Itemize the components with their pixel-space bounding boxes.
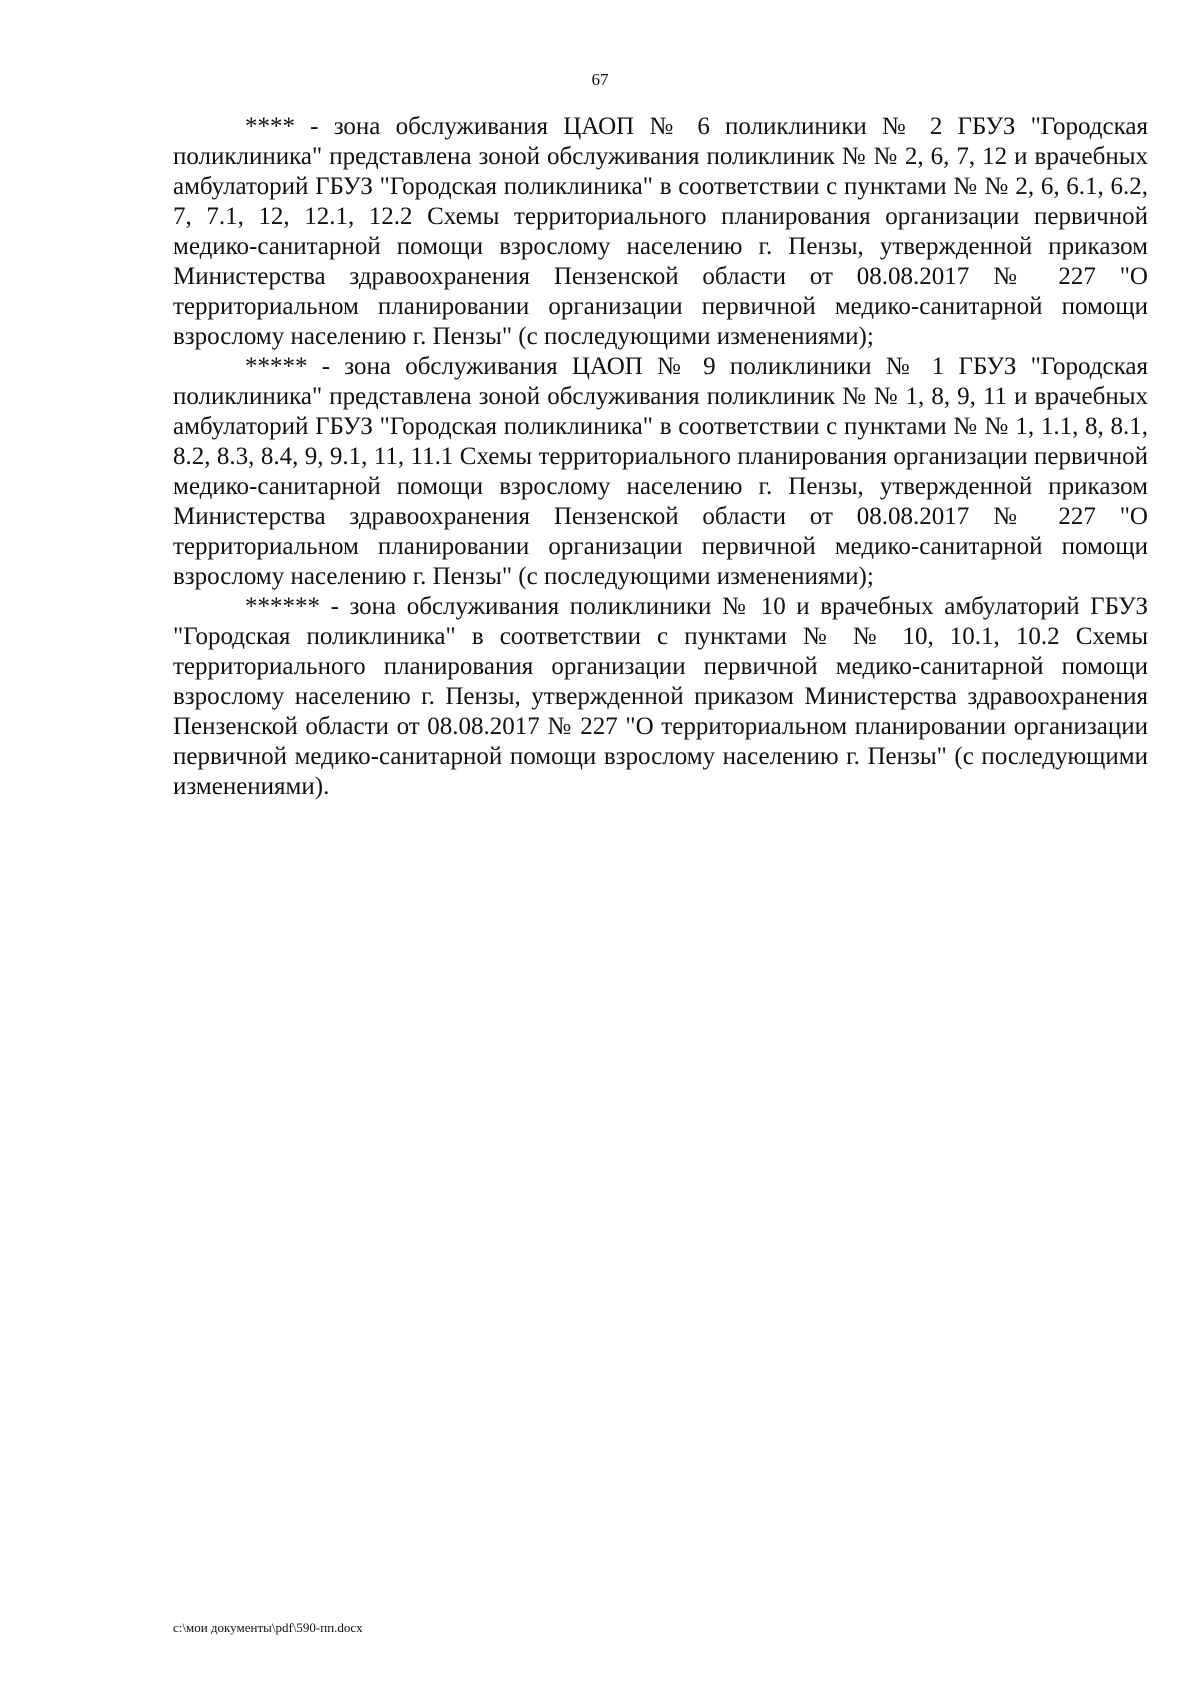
footnote-paragraph: ***** - зона обслуживания ЦАОП № 9 поликлиники № 1 ГБУЗ "Городская поликлиника" представлена зоной обслуживания поликлиник № № 1, 8, 9, 11 и врачебных амбулаторий ГБУЗ "Городская поликлиника" в соответствии с пунктами № № 1, 1.1, 8, 8.1, 8.2, 8.3, 8.4, 9, 9.1, 11, 11.1 Схемы территориального планирования организации первичной медико-санитарной помощи взрослому населению г. Пензы, утвержденной приказом Министерства здравоохранения Пензенской области от 08.08.2017 № 227 "О территориальном планировании организации первичной медико-санитарной помощи взрослому населению г. Пензы" (с последующими изменениями); <box>173 353 1148 590</box>
page-number: 67 <box>591 70 609 89</box>
footnote-paragraph: **** - зона обслуживания ЦАОП № 6 поликлиники № 2 ГБУЗ "Городская поликлиника" представлена зоной обслуживания поликлиник № № 2, 6, 7, 12 и врачебных амбулаторий ГБУЗ "Городская поликлиника" в соответствии с пунктами № № 2, 6, 6.1, 6.2, 7, 7.1, 12, 12.1, 12.2 Схемы территориального планирования организации первичной медико-санитарной помощи взрослому населению г. Пензы, утвержденной приказом Министерства здравоохранения Пензенской области от 08.08.2017 № 227 "О территориальном планировании организации первичной медико-санитарной помощи взрослому населению г. Пензы" (с последующими изменениями); <box>173 113 1148 350</box>
footer-file-path: c:\мои документы\pdf\590-пп.docx <box>173 1620 363 1635</box>
document-body <box>173 112 1148 802</box>
footnote-paragraph: ****** - зона обслуживания поликлиники № 10 и врачебных амбулаторий ГБУЗ "Городская поликлиника" в соответствии с пунктами № № 10, 10.1, 10.2 Схемы территориального планирования организации первичной медико-санитарной помощи взрослому населению г. Пензы, утвержденной приказом Министерства здравоохранения Пензенской области от 08.08.2017 № 227 "О территориальном планировании организации первичной медико-санитарной помощи взрослому населению г. Пензы" (с последующими изменениями). <box>173 593 1148 800</box>
